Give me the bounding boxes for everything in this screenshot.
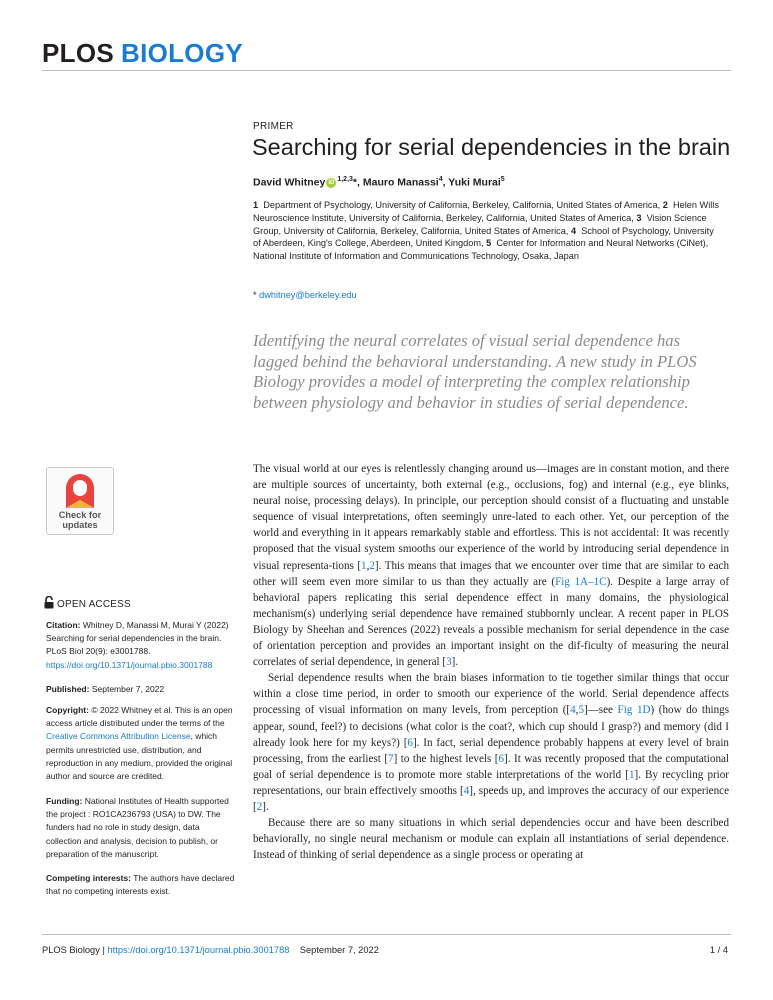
competing-interests-block: Competing interests: The authors have declared that no competing interests exist. <box>46 873 235 897</box>
abstract-summary: Identifying the neural correlates of visual serial dependence has lagged behind the behavioral understanding. A new study in PLOS Biology provides a model of interpreting the complex relationship between physiology and behavior in studies of serial dependence. <box>253 331 697 412</box>
affiliation-text: School of Psychology, University of Aberdeen, King's College, Aberdeen, United Kingdom, <box>253 225 714 249</box>
author-affiliation-sup: 5 <box>500 176 505 183</box>
footer-doi-link[interactable]: https://doi.org/10.1371/journal.pbio.3001788 <box>107 945 290 955</box>
copyright-block: Copyright: © 2022 Whitney et al. This is an open access article distributed under the terms of the Creative Commons Attribution License, which permits unrestricted use, distribution, and reproduction in any medium, provided the original author and source are credited. <box>46 705 233 782</box>
email-link[interactable]: dwhitney@berkeley.edu <box>259 290 357 300</box>
affiliation-text: Vision Science Group, University of California, Berkeley, California, United States of America, <box>253 212 707 236</box>
ref-link[interactable]: 3 <box>446 656 452 669</box>
author-name[interactable]: David Whitney <box>253 176 326 189</box>
body-paragraph: Because there are so many situations in which serial dependencies occur and have been described behaviorally, no single neural mechanism or module can explain all instantiations of serial dependence. Instead of thinking of serial dependence as a single process or operating at <box>253 817 729 862</box>
figure-link[interactable]: Fig 1A–1C <box>555 575 607 588</box>
corresponding-mark: * <box>352 176 358 189</box>
affiliation-text: Department of Psychology, University of California, Berkeley, California, United States of America, <box>263 200 661 210</box>
affiliation-text: Center for Information and Neural Networks (CiNet), National Institute of Information and Communications Technology, Osaka, Japan <box>253 238 709 262</box>
license-link[interactable]: Creative Commons Attribution License <box>46 731 191 742</box>
footer-date: September 7, 2022 <box>299 945 379 955</box>
author-name[interactable]: Mauro Manassi <box>362 176 439 189</box>
author-list: David Whitney iD $^{1,2,3}$*, Mauro Manassi$^4$, Yuki Murai$^5$ <box>253 176 505 189</box>
journal-logo[interactable] <box>42 38 243 69</box>
author-affiliation-sup: 1,2,3 <box>337 176 353 183</box>
open-access-label: OPEN ACCESS <box>44 596 131 610</box>
crossmark-icon <box>47 468 113 512</box>
published-block: Published: September 7, 2022 <box>46 684 165 694</box>
ref-link[interactable]: 6 <box>407 736 413 749</box>
updates-label: updates <box>62 520 98 530</box>
footer-journal: PLOS Biology <box>42 945 100 955</box>
orcid-icon[interactable]: iD <box>328 179 335 186</box>
body-paragraph: Serial dependence results when the brain biases information to tie together similar things that occur within a close time period, in order to smooth our experience of the world. Serial dependence affects processing of visual information on many levels, from perception ([4,5]—see Fig 1D) (how do things appear, sound, feel?) to decisions (what color is the coat?, which cup should I grasp?) and memory (did I already look here for my keys?) [6]. In fact, serial dependence probably happens at every level of brain processing, from the earliest [7] to the highest levels [6]. It was recently proposed that the computational goal of serial dependence is to promote more stable interpretations of the world [1]. By recycling prior representations, our brain effectively smooths [4], speeds up, and improves the accuracy of our experience [2]. <box>253 672 730 813</box>
page-number: 1 / 4 <box>709 945 728 955</box>
affiliation-text: Helen Wills Neuroscience Institute, University of California, Berkeley, California, United States of America, <box>253 200 719 223</box>
ref-link[interactable]: 1 <box>361 559 367 572</box>
corresponding-email: * dwhitney@berkeley.edu <box>253 290 357 300</box>
check-label: Check for <box>58 510 102 520</box>
body-paragraph: The visual world at our eyes is relentlessly changing around us—images are in constant motion, and there are multiple sources of uncertainty, both external (e.g., occlusions, fog) and internal (e.g., eye blinks, neural noise, processing delays). In principle, our perception should consist of a fluctuating and unstable sequence of visual interpretations, often seemingly unre-lated to each other. Yet, our perception of the world and everything in it appears remarkably stable and effortless. This is not accidental: It was recently proposed that the visual system smooths our experience of the world by introducing serial dependence in visual representa-tions [1,2]. This means that images that we encounter over time that are similar to each other will seem even more similar to us than they actually are (Fig 1A–1C). Despite a large array of behavioral papers replicating this serial dependence effect in many domains, the physiological mechanism(s) underlying serial dependence have remained stubbornly unclear. A recent paper in PLOS Biology by Sheehan and Serences (2022) reveals a possible mechanism for serial dependence in the case of orientation perception and provides an important insight on the dif-ficulty of measuring the neural correlates of serial dependence, in general [3]. <box>253 463 730 669</box>
author-name[interactable]: Yuki Murai <box>448 176 501 189</box>
article-type: PRIMER <box>253 121 294 132</box>
open-lock-icon <box>44 596 54 609</box>
ref-link[interactable]: 4 <box>463 784 470 797</box>
figure-link[interactable]: Fig 1D <box>617 704 651 717</box>
logo-plos: PLOS <box>42 38 114 68</box>
citation-doi-link[interactable]: https://doi.org/10.1371/journal.pbio.3001788 <box>46 659 213 670</box>
ref-link[interactable]: 7 <box>388 752 394 765</box>
ref-link[interactable]: 5 <box>578 704 584 717</box>
header-divider <box>42 70 731 71</box>
ref-link[interactable]: 1 <box>628 768 635 781</box>
author-affiliation-sup: 4 <box>438 176 443 183</box>
check-for-updates-badge[interactable] <box>46 467 114 535</box>
footer-divider <box>42 934 731 935</box>
affiliations: 1 Department of Psychology, University of California, Berkeley, California, United States of America, 2 Helen Wills Neuroscience Institute, University of California, Berkeley, California, United States of America, 3 Vision Science Group, University of California, Berkeley, California, United States of America, 4 School of Psychology, University of Aberdeen, King's College, Aberdeen, United Kingdom, 5 Center for Information and Neural Networks (CiNet), National Institute of Information and Communications Technology, Osaka, Japan <box>253 200 719 262</box>
funding-block: Funding: National Institutes of Health supported the project : RO1CA236793 (USA) to DW. The funders had no role in study design, data collection and analysis, decision to publish, or preparation of the manuscript. <box>46 796 229 859</box>
article-body <box>253 461 729 863</box>
logo-biology: BIOLOGY <box>121 38 243 68</box>
article-title: Searching for serial dependencies in the brain <box>252 134 731 160</box>
ref-link[interactable]: 4 <box>570 704 576 717</box>
ref-link[interactable]: 2 <box>256 800 263 813</box>
ref-link[interactable]: 2 <box>369 559 375 572</box>
page-footer: PLOS Biology | https://doi.org/10.1371/journal.pbio.3001788 September 7, 2022 <box>42 945 379 955</box>
citation-block: Citation: Whitney D, Manassi M, Murai Y (2022) Searching for serial dependencies in the brain. PLoS Biol 20(9): e3001788. https://doi.org/10.1371/journal.pbio.3001788 <box>46 620 229 670</box>
ref-link[interactable]: 6 <box>498 752 505 765</box>
